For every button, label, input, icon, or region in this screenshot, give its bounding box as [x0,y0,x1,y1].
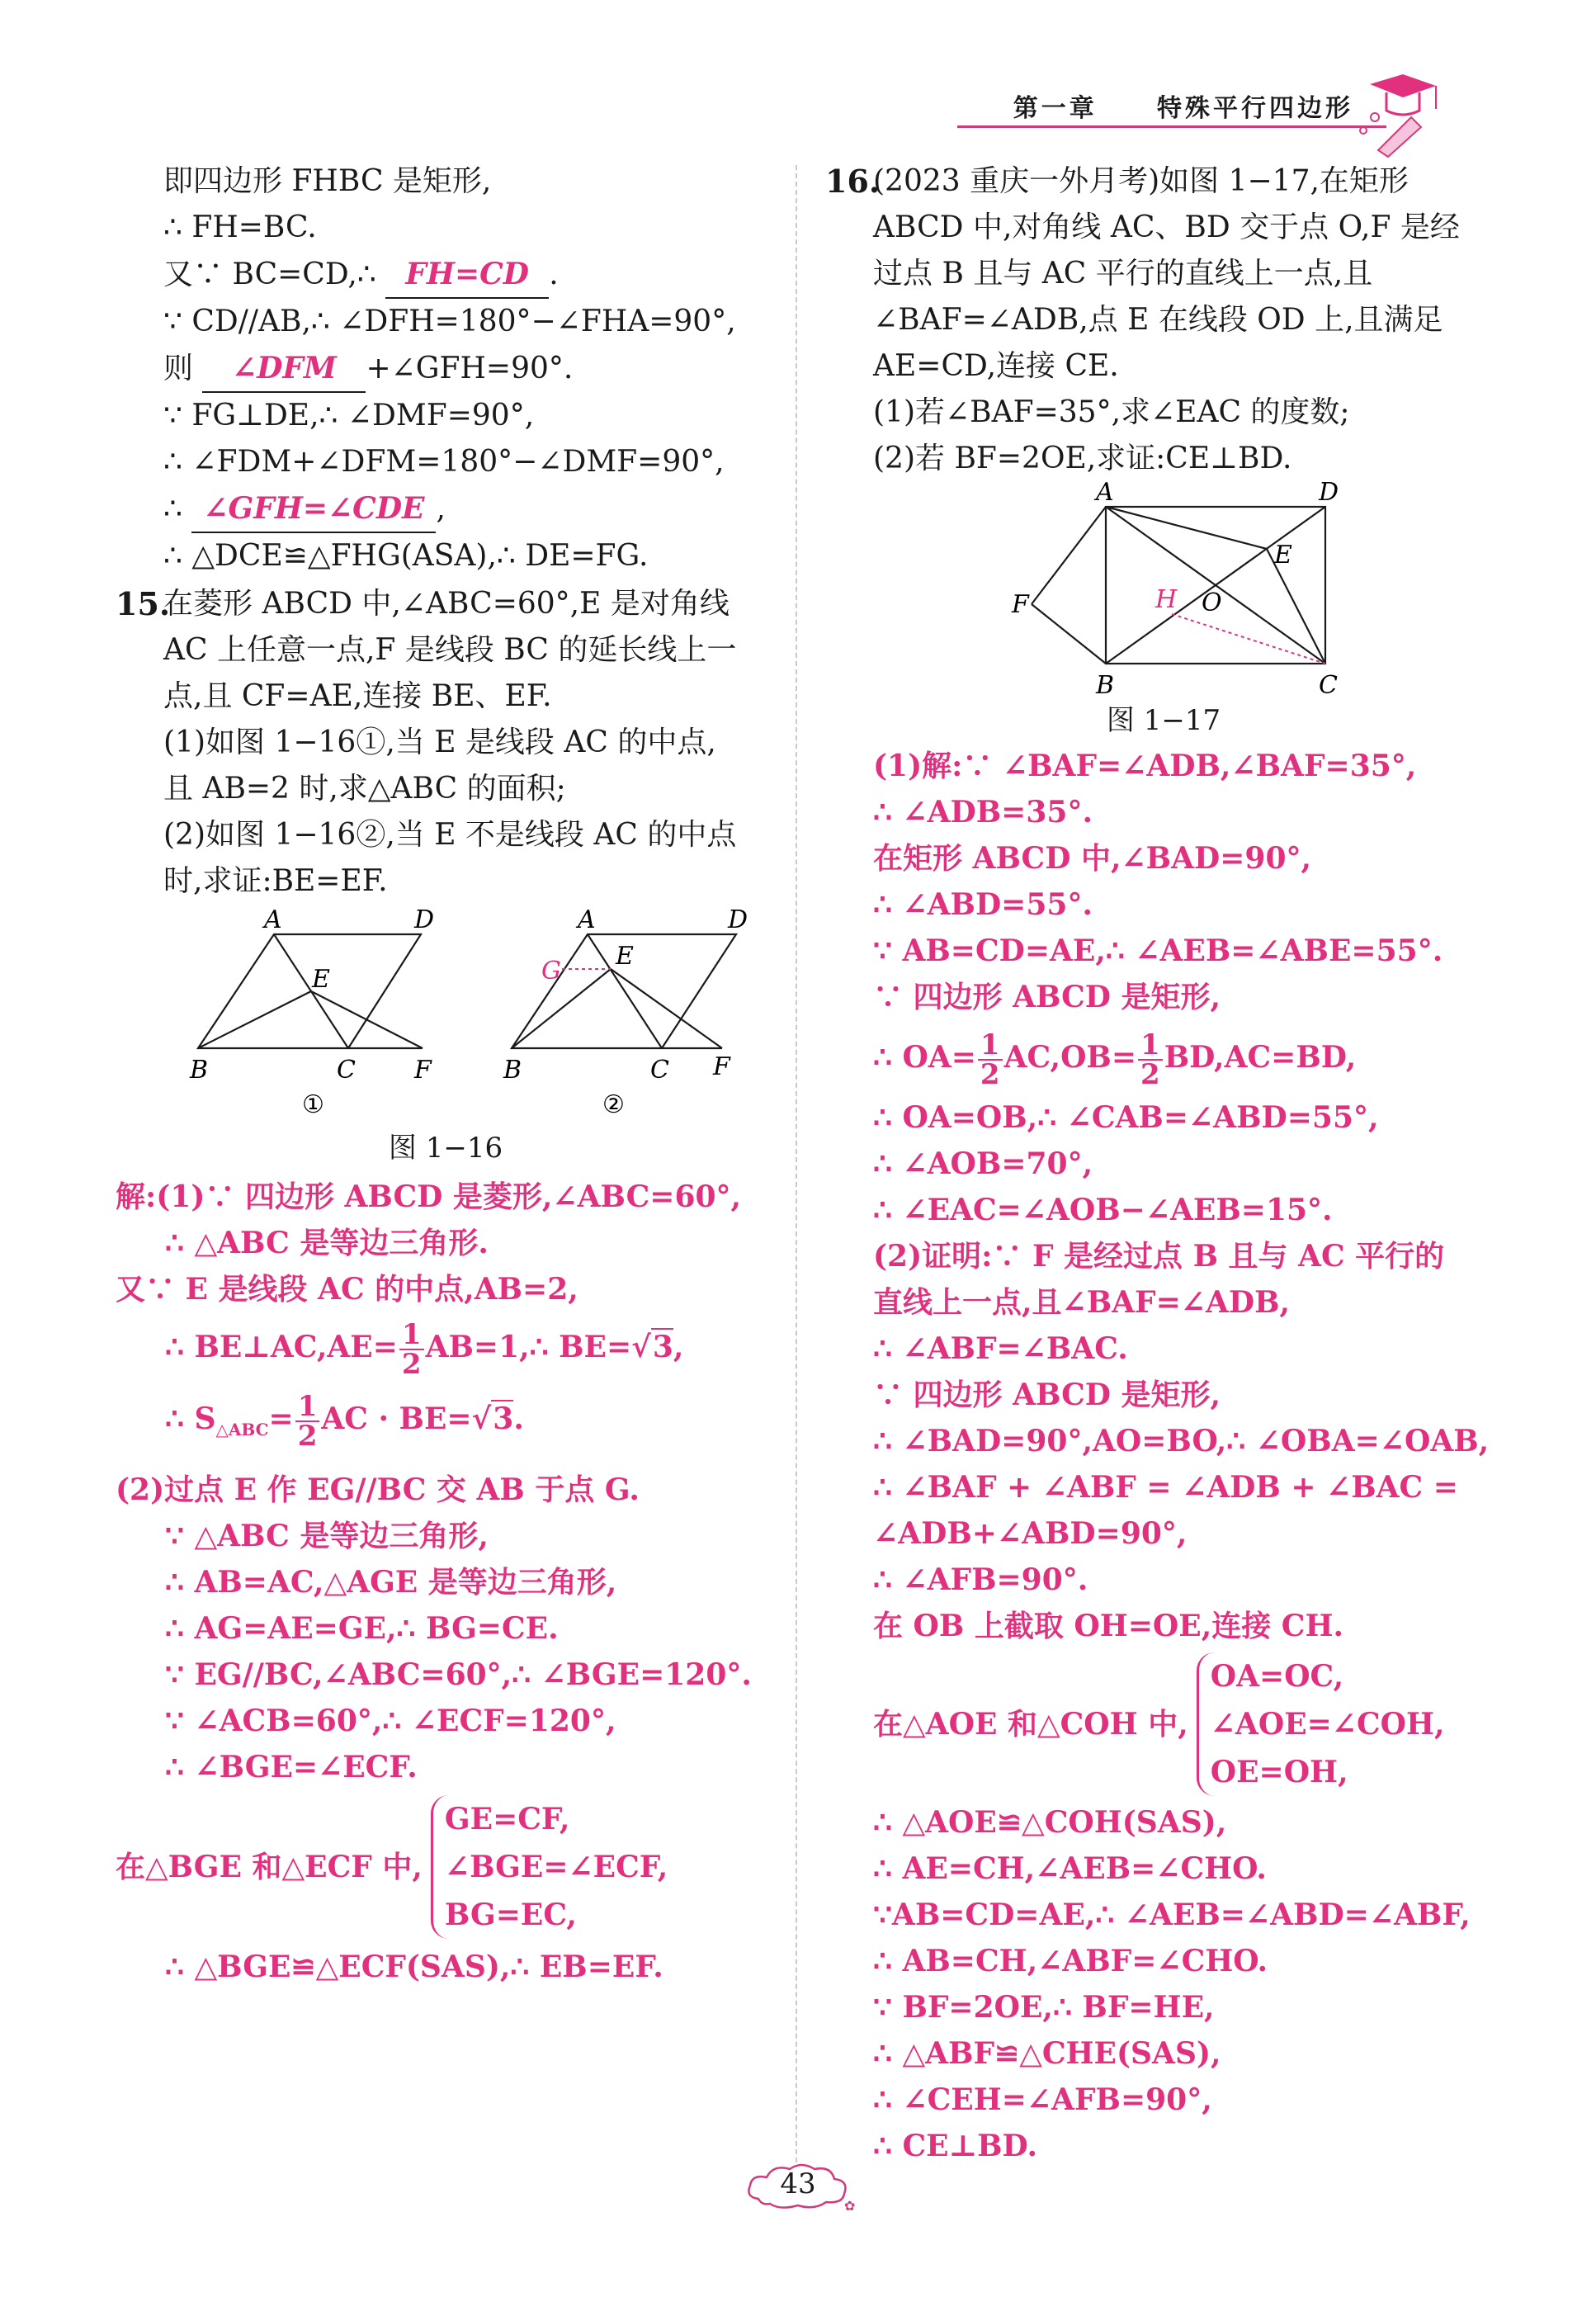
label-D: D [1319,482,1339,507]
proof-line [163,485,776,533]
solution-line: ∴ ∠CEH=∠AFB=90°, [873,2082,1212,2117]
label-A: A [264,910,282,934]
question-line: ABCD 中,对角线 AC、BD 交于点 O,F 是经 [873,210,1460,244]
question-line: (1)若∠BAF=35°,求∠EAC 的度数; [873,395,1350,429]
solution-line: ∴ AE=CH,∠AEB=∠CHO. [873,1851,1267,1886]
label-D: D [728,910,748,934]
solution-line: ∴ ∠BAD=90°,AO=BO,∴ ∠OBA=∠OAB, [873,1424,1490,1458]
figure-1-16 [116,910,776,1165]
question-line: 且 AB=2 时,求△ABC 的面积; [163,772,566,806]
brace-condition: OE=OH, [1210,1755,1348,1789]
label-C: C [337,1056,356,1085]
solution-line: ∵ EG//BC,∠ABC=60°,∴ ∠BGE=120°. [165,1657,752,1692]
label-O: O [1202,588,1222,617]
label-E: E [312,965,330,994]
fraction: $\frac{1}{2}$ [1138,1031,1163,1089]
fill-in-answer: ∠DFM [202,345,366,393]
label-F: F [1012,590,1029,619]
solution-line: ∴ △BGE≌△ECF(SAS),∴ EB=EF. [165,1950,663,1984]
proof-text: ∴ FH=BC. [163,210,317,244]
solution-line: 直线上一点,且∠BAF=∠ADB, [873,1285,1291,1320]
solution-line: 又∵ E 是线段 AC 的中点,AB=2, [116,1272,578,1307]
solution-line: ∵ AB=CD=AE,∴ ∠AEB=∠ABE=55°. [873,933,1443,968]
solution-line: ∵ 四边形 ABCD 是矩形, [873,1378,1221,1412]
right-column [825,158,1502,2169]
solution-line: 解:(1)∵ 四边形 ABCD 是菱形,∠ABC=60°, [116,1179,742,1214]
question-15 [116,581,776,905]
solution-text: AC · BE= [321,1401,472,1436]
proof-line [163,205,776,251]
fill-in-answer: FH=CD [385,251,549,299]
proof-line [163,251,776,299]
solution-line: ∵ ∠ACB=60°,∴ ∠ECF=120°, [165,1704,616,1738]
fill-in-answer: ∠GFH=∠CDE [191,485,436,533]
label-F: F [713,1052,730,1081]
chapter-label: 第一章 [1013,94,1098,123]
page-number-badge [740,2158,856,2215]
label-B: B [1096,671,1115,697]
proof-line [163,533,776,579]
label-B: B [190,1056,209,1085]
label-E: E [1274,541,1292,570]
solution-text: ∴ S [165,1401,216,1436]
question-line: 过点 B 且与 AC 平行的直线上一点,且 [873,257,1373,291]
solution-line: ∴ ∠AOB=70°, [873,1146,1093,1181]
solution-line: ∴ ∠AFB=90°. [873,1562,1088,1597]
question-number: 16. [825,163,881,200]
question-line: (1)如图 1−16①,当 E 是线段 AC 的中点, [163,726,716,759]
solution-line: ∴ ∠ABF=∠BAC. [873,1331,1128,1366]
question-number: 15. [116,585,171,622]
fig2-tag: ② [602,1090,625,1119]
label-A: A [578,910,596,934]
brace-condition: BG=EC, [444,1898,577,1932]
solution-line: ∠ADB+∠ABD=90°, [873,1516,1188,1551]
column-divider [796,165,797,2162]
solution-line-area: ∴ $S_{\triangle ABC}=$ $\frac{1}{2}$ AC · BE=√3. [165,1390,524,1453]
brace-conditions [431,1795,668,1939]
question-line: (2023 重庆一外月考)如图 1−17,在矩形 [873,164,1409,198]
brace-lead: 在△BGE 和△ECF 中, [116,1850,423,1884]
fraction: $\frac{1}{2}$ [978,1031,1003,1089]
figure-1-16-diagram [116,910,776,1124]
solution-text: ∴ BE⊥AC,AE= [165,1330,398,1364]
brace-condition: ∠AOE=∠COH, [1210,1707,1445,1742]
pencil-decoration-icon [1353,68,1452,158]
solution-line: ∴ AG=AE=GE,∴ BG=CE. [165,1611,559,1646]
chapter-name: 特殊平行四边形 [1157,94,1353,123]
label-F: F [414,1056,432,1085]
svg-text:✿: ✿ [844,2198,856,2214]
solution-text: BD,AC=BD, [1164,1040,1357,1075]
fraction: $\frac{1}{2}$ [295,1392,320,1450]
question-line: (2)若 BF=2OE,求证:CE⊥BD. [873,442,1292,475]
solution-line: ∵ △ABC 是等边三角形, [165,1519,489,1553]
proof-line [163,158,776,205]
page-header [957,87,1452,129]
proof-text: . [549,258,559,291]
proof-text: +∠GFH=90°. [366,352,574,385]
solution-line: ∵ 四边形 ABCD 是矩形, [873,980,1221,1014]
header-rule [957,125,1386,128]
page-number: 43 [780,2167,816,2200]
subscript: △ABC [215,1420,269,1439]
proof-line [163,393,776,439]
brace-conditions [1197,1652,1445,1796]
solution-line: ∴ AB=CH,∠ABF=∠CHO. [873,1944,1268,1978]
proof-text: ∴ [163,492,192,526]
proof-text: 则 [163,352,203,385]
solution-16 [825,743,1502,2169]
proof-text: ∵ FG⊥DE,∴ ∠DMF=90°, [163,399,535,432]
solution-line: ∴ ∠BAF + ∠ABF = ∠ADB + ∠BAC = [873,1470,1458,1505]
label-B: B [503,1056,522,1085]
solution-line: ∴ CE⊥BD. [873,2129,1037,2163]
figure-caption: 图 1−17 [1106,704,1221,737]
solution-line: (2)证明:∵ F 是经过点 B 且与 AC 平行的 [873,1239,1445,1274]
solution-line: ∵AB=CD=AE,∴ ∠AEB=∠ABD=∠ABF, [873,1898,1471,1932]
solution-line: (2)过点 E 作 EG//BC 交 AB 于点 G. [116,1472,640,1507]
solution-line-fraction [873,1020,1502,1094]
proof-line [163,299,776,345]
fraction: $\frac{1}{2}$ [399,1321,424,1378]
solution-line: ∴ ∠ADB=35°. [873,795,1093,830]
question-line: ∠BAF=∠ADB,点 E 在线段 OD 上,且满足 [873,303,1443,337]
label-C: C [1319,671,1338,697]
proof-text: ∴ △DCE≌△FHG(ASA),∴ DE=FG. [163,539,649,573]
question-line: AE=CD,连接 CE. [873,349,1119,383]
proof-text: , [436,492,446,526]
question-line: 时,求证:BE=EF. [163,864,388,898]
solution-line: 在矩形 ABCD 中,∠BAD=90°, [873,841,1312,876]
brace-condition: ∠BGE=∠ECF, [444,1850,668,1884]
solution-line: ∴ AB=AC,△AGE 是等边三角形, [165,1565,617,1600]
brace-lead: 在△AOE 和△COH 中, [873,1707,1188,1742]
solution-text: AB=1,∴ BE= [425,1330,632,1364]
question-line: 点,且 CF=AE,连接 BE、EF. [163,679,552,713]
proof-text: ∵ CD//AB,∴ ∠DFH=180°−∠FHA=90°, [163,305,736,338]
q14-continuation [116,158,776,579]
question-line: (2)如图 1−16②,当 E 不是线段 AC 的中点 [163,818,737,852]
solution-line: ∴ ∠ABD=55°. [873,887,1093,922]
fig1-tag: ① [302,1090,324,1119]
proof-text: 又∵ BC=CD,∴ [163,258,386,291]
solution-line: ∵ BF=2OE,∴ BF=HE, [873,1990,1215,2025]
question-16 [825,158,1502,482]
sqrt-value: 3 [652,1330,673,1364]
solution-line: (1)解:∵ ∠BAF=∠ADB,∠BAF=35°, [873,749,1417,783]
label-G: G [541,957,561,985]
solution-line: ∴ △ABC 是等边三角形. [165,1226,489,1260]
brace-system [873,1652,1502,1796]
solution-15 [116,1174,776,1990]
question-line: 在菱形 ABCD 中,∠ABC=60°,E 是对角线 [163,587,730,621]
brace-condition: GE=CF, [444,1802,570,1836]
solution-text: ∴ OA= [873,1040,976,1075]
proof-line [163,345,776,393]
solution-line: ∴ OA=OB,∴ ∠CAB=∠ABD=55°, [873,1100,1379,1135]
proof-line [163,439,776,485]
solution-line: ∴ △AOE≌△COH(SAS), [873,1805,1227,1840]
sqrt-value: 3 [493,1401,514,1436]
left-column [116,158,776,1990]
brace-system [116,1795,776,1939]
figure-1-17 [825,482,1502,738]
proof-text: 即四边形 FHBC 是矩形, [163,164,492,198]
solution-text: AC,OB= [1003,1040,1137,1075]
solution-line-fraction: ∴ BE⊥AC,AE= $\frac{1}{2}$ AB=1,∴ BE=√3, [165,1318,684,1381]
brace-condition: OA=OC, [1210,1659,1344,1694]
question-line: AC 上任意一点,F 是线段 BC 的延长线上一 [163,633,737,667]
solution-line: ∴ ∠BGE=∠ECF. [165,1750,418,1784]
solution-line: ∴ ∠EAC=∠AOB−∠AEB=15°. [873,1193,1333,1227]
label-A: A [1096,482,1114,507]
figure-caption: 图 1−16 [388,1132,503,1165]
figure-1-17-diagram [825,482,1502,697]
label-E: E [616,942,634,971]
label-H: H [1155,585,1178,614]
proof-text: ∴ ∠FDM+∠DFM=180°−∠DMF=90°, [163,445,725,479]
solution-line: ∴ △ABF≌△CHE(SAS), [873,2036,1221,2071]
solution-line: 在 OB 上截取 OH=OE,连接 CH. [873,1609,1343,1643]
chapter-title [1013,87,1353,124]
label-D: D [414,910,435,934]
label-C: C [650,1056,669,1085]
